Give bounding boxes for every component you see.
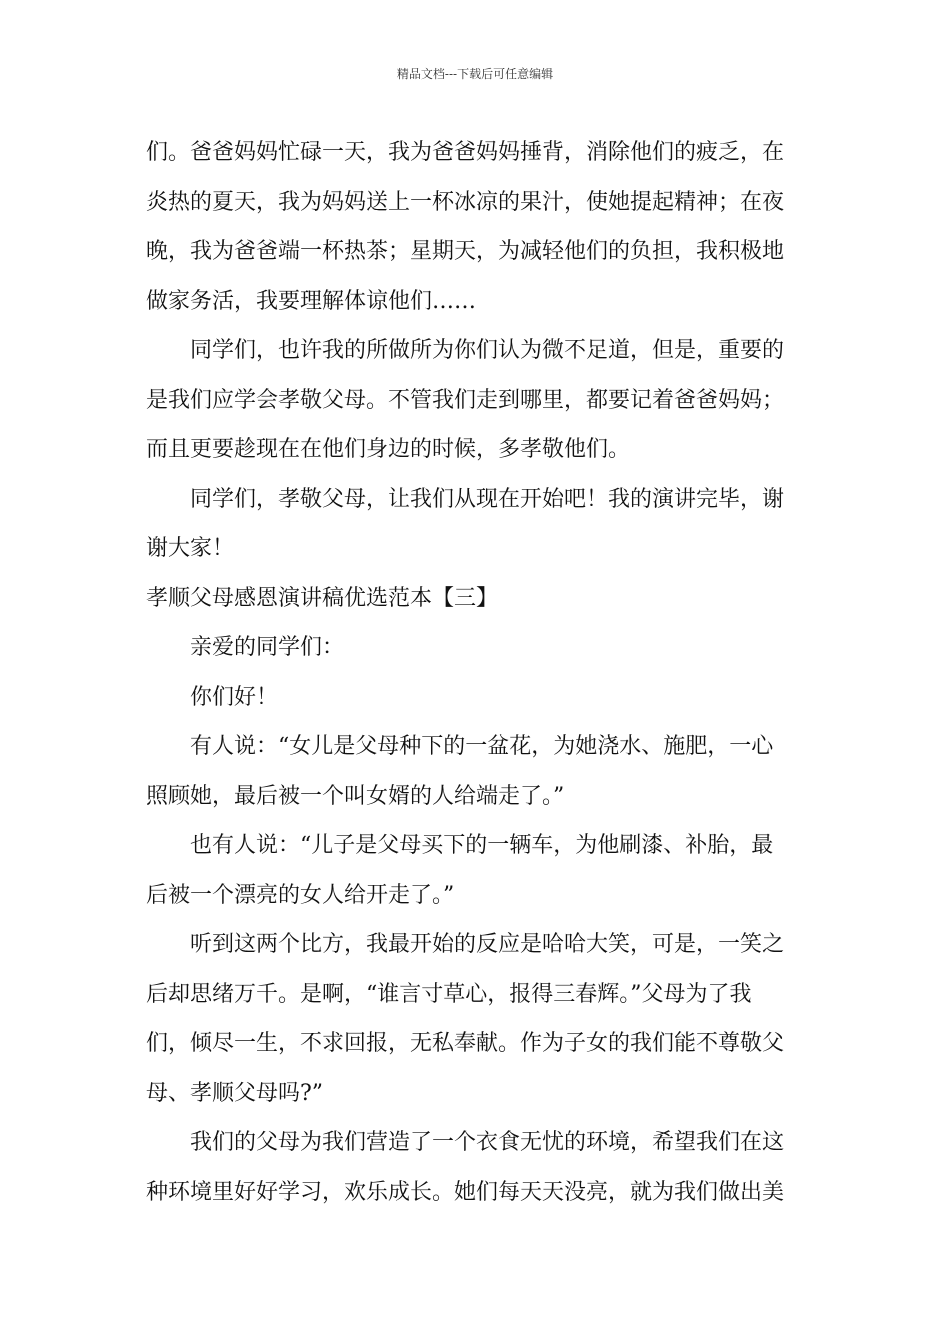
text-line: 而且更要趁现在在他们身边的时候，多孝敬他们。 [146,437,631,462]
paragraph-first-line: 同学们，孝敬父母，让我们从现在开始吧！我的演讲完毕，谢 [190,486,785,512]
text-line: 炎热的夏天，我为妈妈送上一杯冰凉的果汁，使她提起精神；在夜 [146,189,785,215]
text-line: 做家务活，我要理解体谅他们…… [146,288,477,314]
paragraph-first-line: 有人说：“女儿是父母种下的一盆花，为她浇水、施肥，一心 [190,734,774,759]
text-line: 是我们应学会孝敬父母。不管我们走到哪里，都要记着爸爸妈妈； [146,387,785,413]
paragraph-first-line: 我们的父母为我们营造了一个衣食无忧的环境，希望我们在这 [190,1130,785,1155]
text-line: 后被一个漂亮的女人给开走了。” [146,882,455,908]
paragraph-first-line: 听到这两个比方，我最开始的反应是哈哈大笑，可是，一笑之 [190,932,785,957]
page-header: 精品文档---下载后可任意编辑 [396,67,554,81]
text-line: 孝顺父母感恩演讲稿优选范本【三】 [146,585,499,611]
text-line: 照顾她，最后被一个叫女婿的人给端走了。” [146,783,565,809]
paragraph-first-line: 同学们，也许我的所做所为你们认为微不足道，但是，重要的 [190,338,785,363]
paragraph-first-line: 也有人说：“儿子是父母买下的一辆车，为他刷漆、补胎，最 [190,833,774,858]
text-line: 母、孝顺父母吗?” [146,1080,324,1106]
paragraph-first-line: 你们好！ [190,684,279,710]
text-line: 们。爸爸妈妈忙碌一天，我为爸爸妈妈捶背，消除他们的疲乏，在 [146,140,785,165]
text-line: 们，倾尽一生，不求回报，无私奉献。作为子女的我们能不尊敬父 [146,1031,785,1056]
paragraph-first-line: 亲爱的同学们： [190,635,345,660]
text-line: 谢大家！ [146,536,235,561]
text-line: 种环境里好好学习，欢乐成长。她们每天天没亮，就为我们做出美 [146,1179,785,1205]
body-text [146,128,808,1217]
text-line: 后却思绪万千。是啊，“谁言寸草心，报得三春辉。”父母为了我 [146,981,752,1007]
text-line: 晚，我为爸爸端一杯热茶；星期天，为减轻他们的负担，我积极地 [146,239,785,264]
